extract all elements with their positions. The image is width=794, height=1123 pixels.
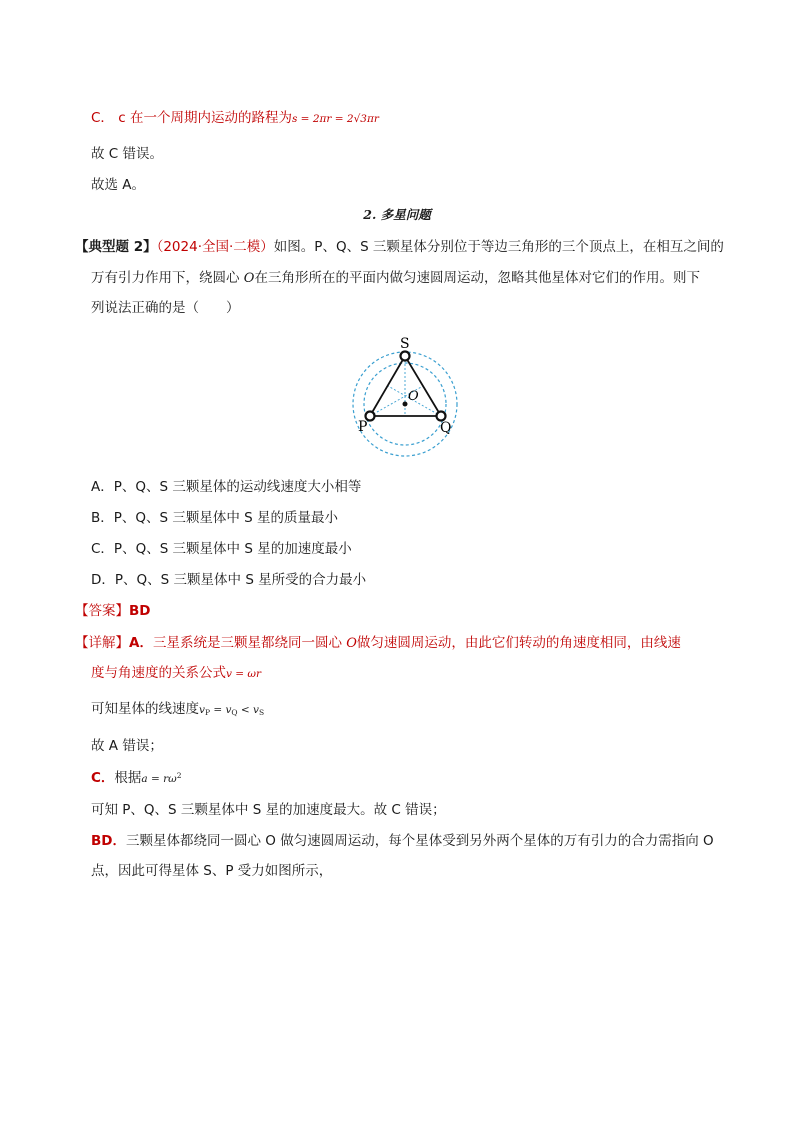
- equilateral-triangle: [370, 356, 441, 416]
- answer-tag: 【答案】: [75, 603, 129, 619]
- answer-line: [75, 601, 151, 621]
- star-s: [401, 352, 410, 361]
- acceleration-formula: $a = r\omega^2$: [141, 771, 182, 785]
- choose-line: 故选 A。: [91, 177, 146, 193]
- c-wrong-line: 故 C 错误。: [91, 146, 164, 162]
- option-a: A．P、Q、S 三颗星体的运动线速度大小相等: [91, 479, 362, 495]
- center-o-symbol: O: [243, 271, 255, 286]
- a-wrong-line: 故 A 错误；: [91, 738, 163, 754]
- c-explain-line: C．根据$a = r\omega^2$: [91, 770, 182, 786]
- problem-source: （2024·全国·二模）: [156, 239, 274, 255]
- speed-line: 可知星体的线速度$v_P = v_Q < v_S$: [91, 701, 265, 717]
- label-o: O: [408, 389, 419, 404]
- explain-line-2: 度与角速度的关系公式v = ωr: [91, 665, 261, 681]
- problem-tag: 【典型题 2】: [75, 239, 157, 255]
- problem-line-3: 列说法正确的是（ ）: [91, 300, 240, 316]
- problem-text-1: 如图。P、Q、S 三颗星体分别位于等边三角形的三个顶点上，在相互之间的: [273, 239, 724, 255]
- label-s: S: [400, 336, 410, 352]
- velocity-formula: v = ωr: [226, 668, 261, 680]
- option-c-prefix: C．: [91, 110, 114, 126]
- option-c-path-line: [91, 108, 379, 129]
- label-p: P: [358, 419, 368, 435]
- section-title: 2. 多星问题: [363, 207, 431, 222]
- bd-line-2: 点，因此可得星体 S、P 受力如图所示，: [91, 863, 333, 879]
- explain-line-1: 【详解】A．三星系统是三颗星都绕同一圆心 O做匀速圆周运动，由此它们转动的角速度相同，由线速: [75, 635, 681, 651]
- speed-relation: $v_P = v_Q < v_S$: [199, 704, 265, 717]
- bd-line-1: BD．三颗星体都绕同一圆心 O 做匀速圆周运动，每个星体受到另外两个星体的万有引力的合力需指向 O: [91, 833, 714, 849]
- option-d: D．P、Q、S 三颗星体中 S 星所受的合力最小: [91, 572, 367, 588]
- option-b: B．P、Q、S 三颗星体中 S 星的质量最小: [91, 510, 339, 526]
- label-q: Q: [440, 420, 452, 436]
- problem-line-2: 万有引力作用下，绕圆心 O在三角形所在的平面内做匀速圆周运动，忽略其他星体对它们的作用。则下: [91, 270, 700, 286]
- explain-tag: 【详解】: [75, 635, 129, 651]
- three-star-diagram: [345, 330, 452, 468]
- option-c: C．P、Q、S 三颗星体中 S 星的加速度最小: [91, 541, 352, 557]
- center-point: [403, 402, 408, 407]
- c-conclusion-line: 可知 P、Q、S 三颗星体中 S 星的加速度最大。故 C 错误；: [91, 802, 446, 818]
- answer-value: BD: [129, 603, 151, 619]
- problem-line-1: [75, 237, 724, 257]
- path-formula: s = 2πr = 2√3πr: [291, 113, 379, 125]
- option-c-text: c 在一个周期内运动的路程为: [118, 110, 292, 126]
